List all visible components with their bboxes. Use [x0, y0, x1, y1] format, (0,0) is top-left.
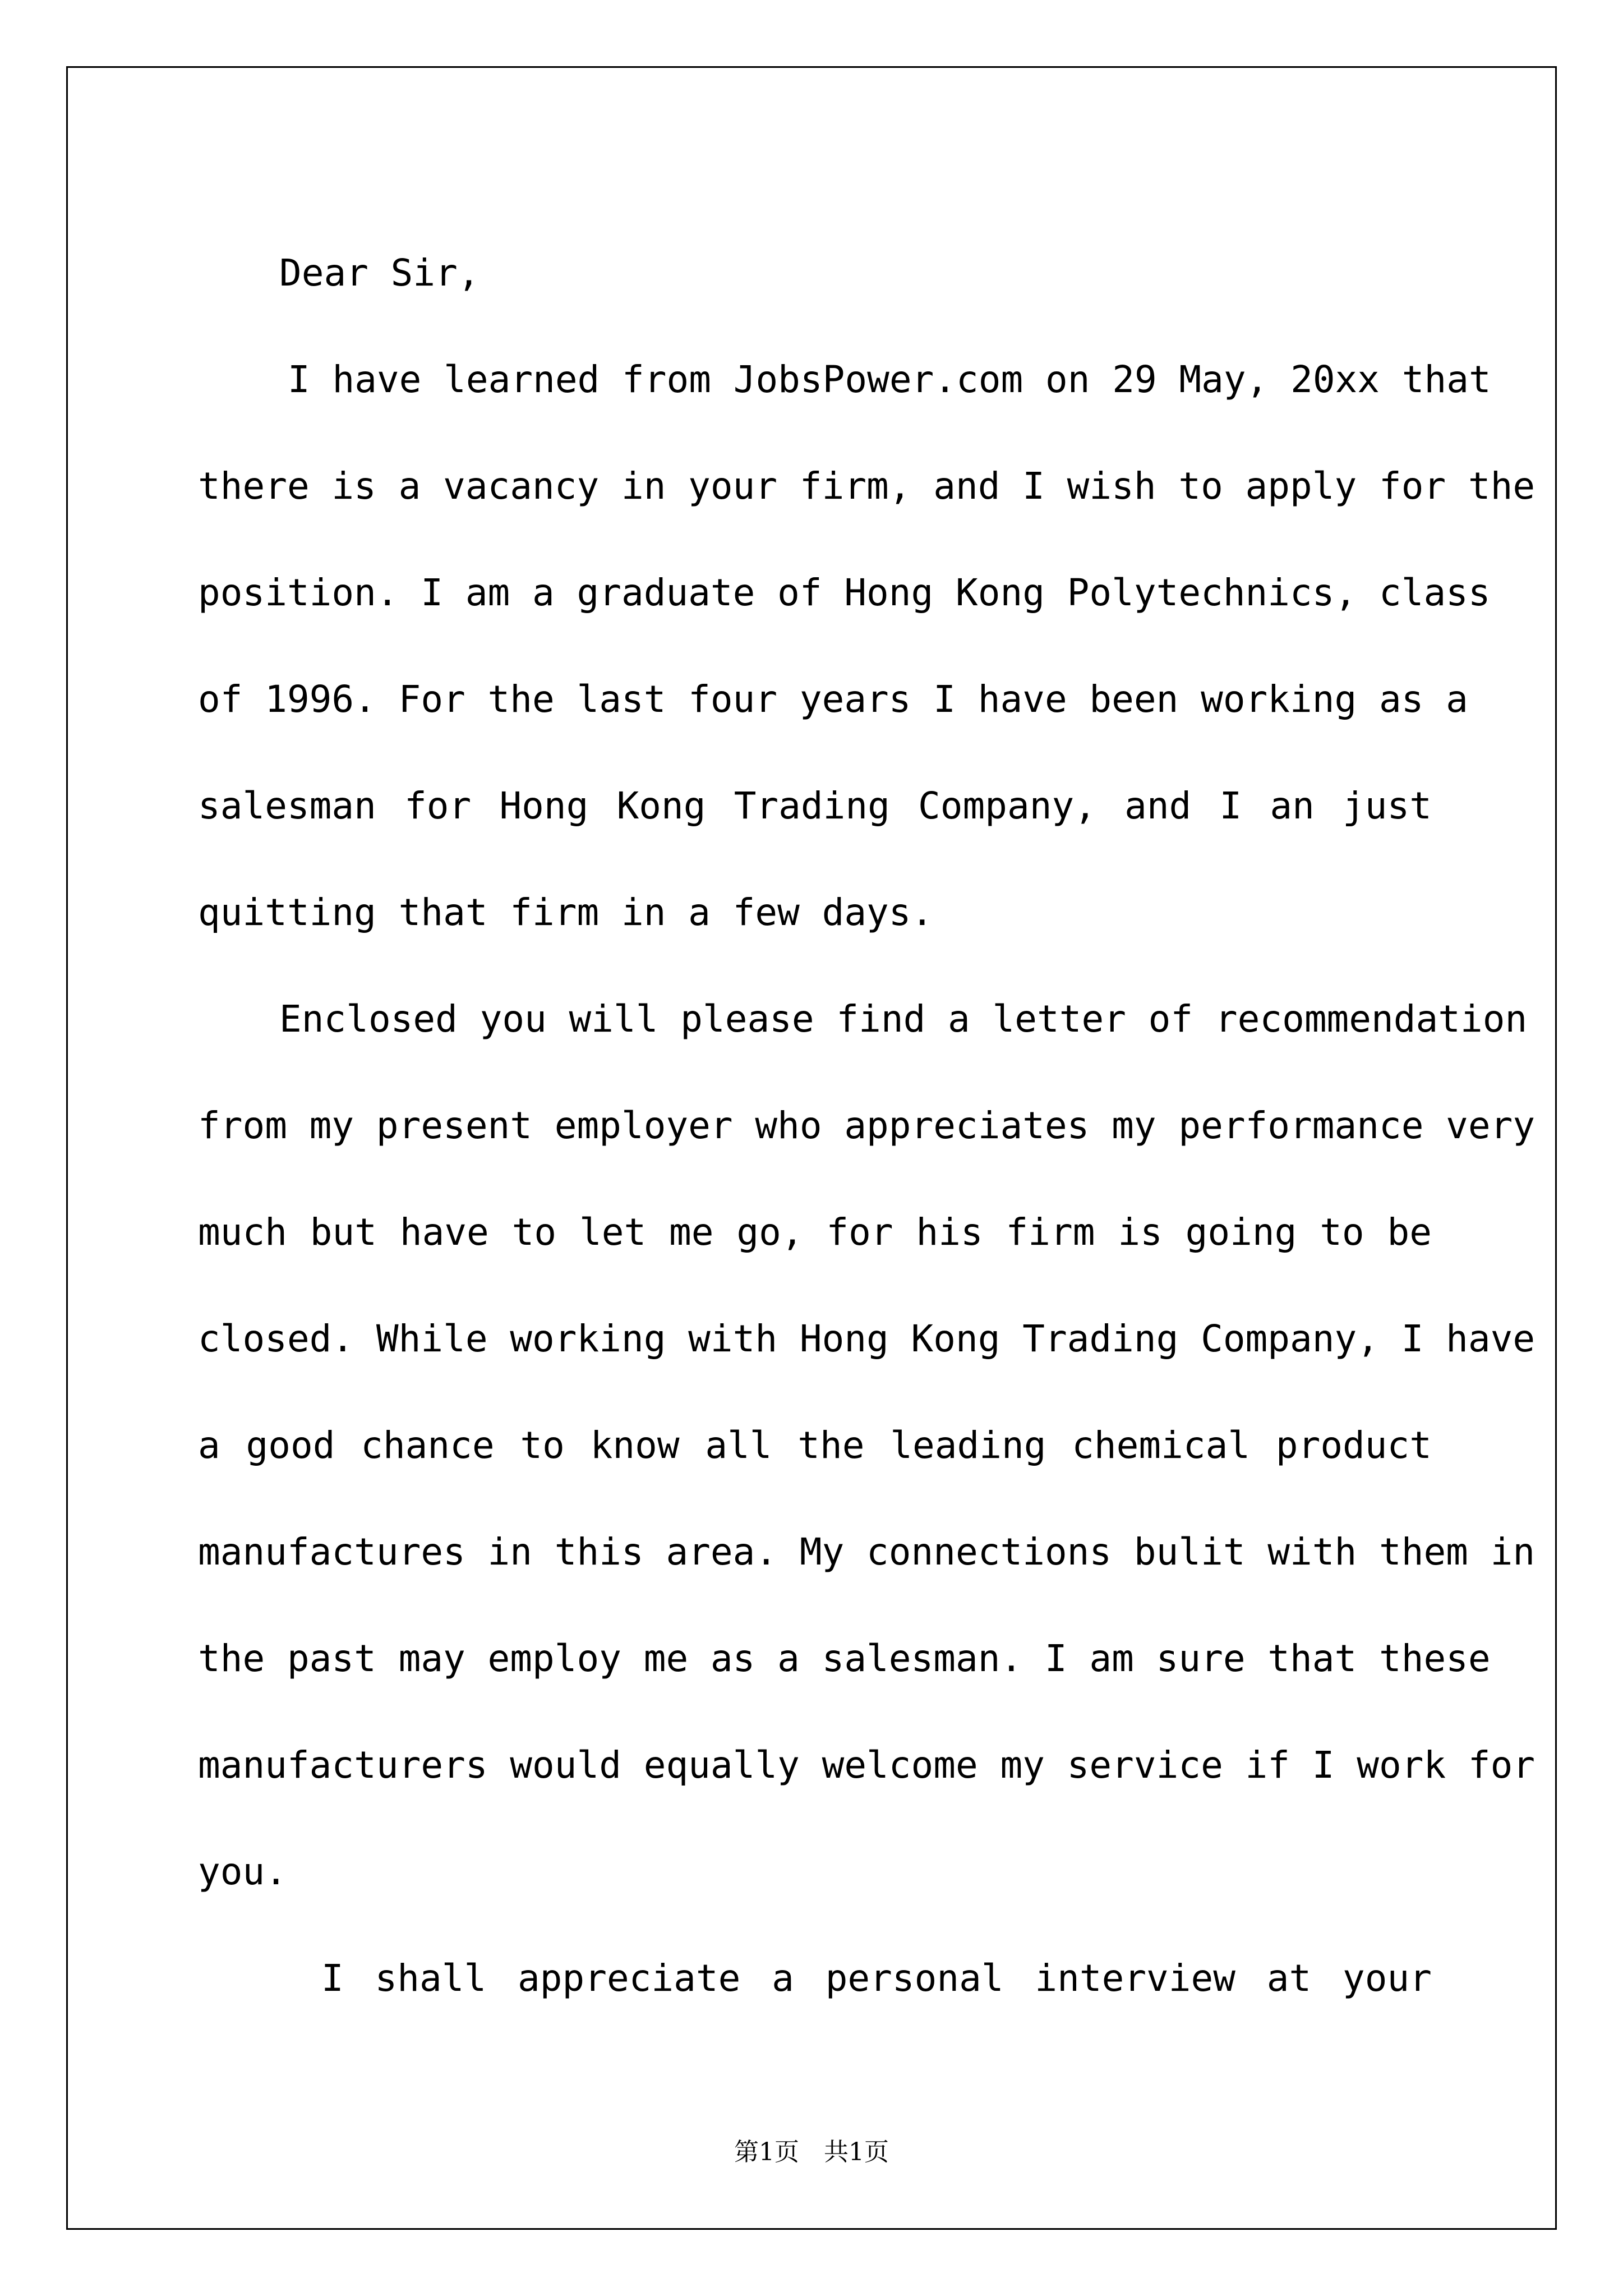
paragraph-line: of 1996. For the last four years I have been working as a: [198, 678, 1468, 721]
paragraph-line: manufacturers would equally welcome my service if I work for: [198, 1743, 1536, 1787]
paragraph-line: I have learned from JobsPower.com on 29 May, 20xx that: [288, 358, 1491, 401]
paragraph-3: [198, 1925, 1432, 2032]
paragraph-line: salesman for Hong Kong Trading Company, and I an just: [198, 784, 1432, 827]
paragraph-line: a good chance to know all the leading chemical product: [198, 1424, 1432, 1467]
paragraph-line: the past may employ me as a salesman. I am sure that these: [198, 1637, 1491, 1680]
letter-body: [198, 220, 1536, 2032]
paragraph-line: Enclosed you will please find a letter of recommendation: [279, 997, 1528, 1041]
page-number-footer: 第1页 共1页: [734, 2138, 889, 2166]
paragraph-2: [198, 966, 1536, 1925]
paragraph-line: manufactures in this area. My connections bulit with them in: [198, 1530, 1536, 1573]
paragraph-line: position. I am a graduate of Hong Kong Polytechnics, class: [198, 571, 1491, 614]
salutation: Dear Sir,: [279, 251, 480, 295]
paragraph-line: closed. While working with Hong Kong Trading Company, I have: [198, 1317, 1536, 1360]
paragraph-line: there is a vacancy in your firm, and I wish to apply for the: [198, 464, 1536, 508]
paragraph-line: quitting that firm in a few days.: [198, 891, 934, 934]
paragraph-line: from my present employer who appreciates my performance very: [198, 1104, 1536, 1147]
paragraph-line: you.: [198, 1850, 287, 1893]
paragraph-1: [198, 326, 1536, 966]
paragraph-line: much but have to let me go, for his firm is going to be: [198, 1211, 1432, 1254]
paragraph-line: I shall appreciate a personal interview at your: [321, 1957, 1432, 2000]
